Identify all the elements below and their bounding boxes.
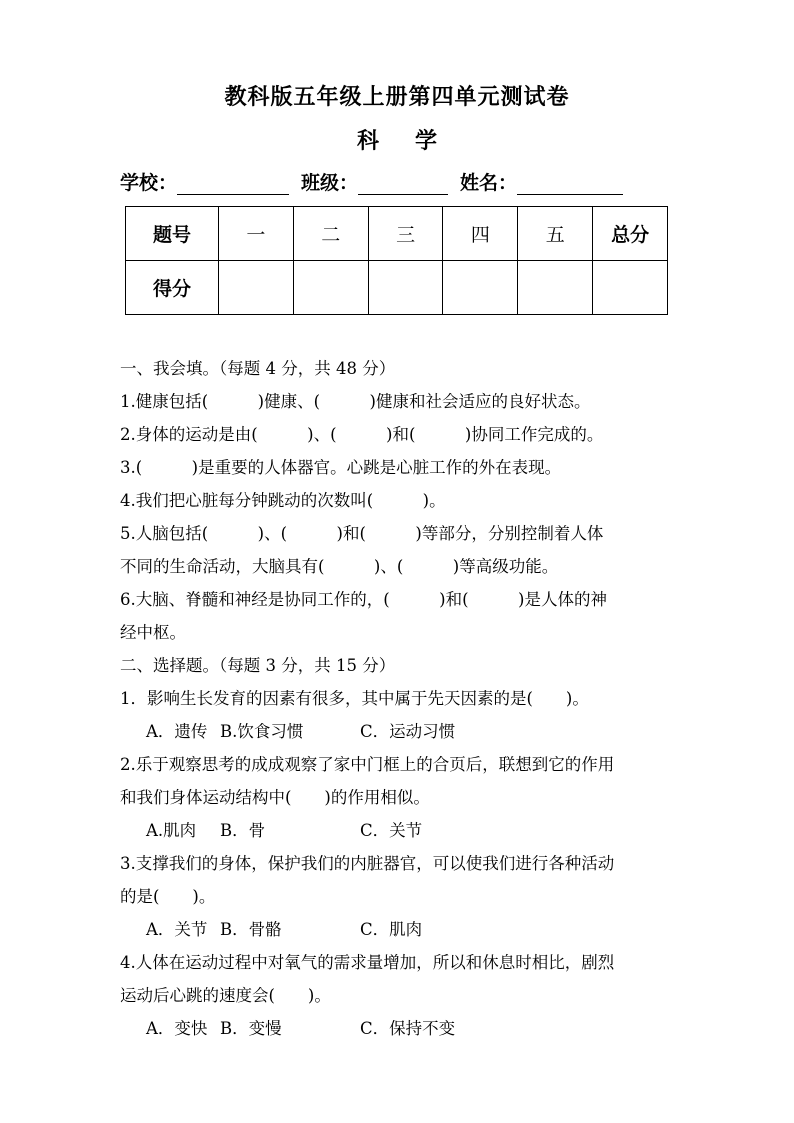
- score-header-cell: 三: [368, 207, 443, 261]
- option-c[interactable]: C．肌肉: [360, 920, 423, 939]
- score-table-score-row: [126, 261, 668, 315]
- score-row-label: 得分: [126, 261, 219, 315]
- fill-question-line: 5.人脑包括( )、( )和( )等部分，分别控制着人体: [120, 524, 604, 543]
- school-field[interactable]: [177, 176, 289, 195]
- option-b[interactable]: B．骨骼: [220, 920, 282, 939]
- choice-options: [120, 1012, 680, 1045]
- option-a[interactable]: A.肌肉: [146, 821, 197, 840]
- option-a[interactable]: A．遗传: [146, 722, 208, 741]
- option-a[interactable]: A．关节: [146, 920, 208, 939]
- score-header-cell: 五: [518, 207, 593, 261]
- choice-question-cont: 运动后心跳的速度会( )。: [120, 986, 331, 1005]
- option-c[interactable]: C．运动习惯: [360, 722, 456, 741]
- class-label: 班级：: [301, 172, 359, 194]
- option-b[interactable]: B．变慢: [220, 1019, 282, 1038]
- choice-options: [120, 814, 680, 847]
- choice-options: [120, 715, 680, 748]
- score-table-header-row: [126, 207, 668, 261]
- score-header-cell: 题号: [126, 207, 219, 261]
- score-header-cell: 四: [443, 207, 518, 261]
- section-heading: 一、我会填。（每题 4 分，共 48 分）: [120, 359, 396, 378]
- score-cell[interactable]: [219, 261, 294, 315]
- fill-question-line: 3.( )是重要的人体器官。心跳是心脏工作的外在表现。: [120, 458, 562, 477]
- score-header-cell: 一: [219, 207, 294, 261]
- subject-char-1: 科: [356, 128, 379, 154]
- choice-question: 1．影响生长发育的因素有很多，其中属于先天因素的是( )。: [120, 689, 589, 708]
- fill-question-line: 1.健康包括( )健康、( )健康和社会适应的良好状态。: [120, 392, 591, 411]
- subject-title: [0, 124, 794, 155]
- option-c[interactable]: C．关节: [360, 821, 423, 840]
- section-heading: 二、选择题。（每题 3 分，共 15 分）: [120, 656, 396, 675]
- score-table: [125, 206, 668, 315]
- score-header-cell: 二: [293, 207, 368, 261]
- score-cell[interactable]: [443, 261, 518, 315]
- student-info-row: [120, 168, 680, 195]
- option-a[interactable]: A．变快: [146, 1019, 208, 1038]
- option-c[interactable]: C．保持不变: [360, 1019, 456, 1038]
- option-b[interactable]: B.饮食习惯: [220, 722, 304, 741]
- choice-options: [120, 913, 680, 946]
- choice-question-cont: 的是( )。: [120, 887, 216, 906]
- score-cell[interactable]: [518, 261, 593, 315]
- exam-body: [120, 352, 680, 1045]
- choice-question: 4.人体在运动过程中对氧气的需求量增加，所以和休息时相比，剧烈: [120, 953, 615, 972]
- score-cell[interactable]: [368, 261, 443, 315]
- subject-char-2: 学: [415, 128, 438, 154]
- name-label: 姓名：: [460, 172, 518, 194]
- score-cell[interactable]: [593, 261, 668, 315]
- school-label: 学校：: [120, 172, 178, 194]
- option-b[interactable]: B．骨: [220, 821, 266, 840]
- choice-question: 3.支撑我们的身体，保护我们的内脏器官，可以使我们进行各种活动: [120, 854, 615, 873]
- choice-question-cont: 和我们身体运动结构中( )的作用相似。: [120, 788, 430, 807]
- fill-question-line: 不同的生命活动，大脑具有( )、( )等高级功能。: [120, 557, 559, 576]
- fill-question-line: 4.我们把心脏每分钟跳动的次数叫( )。: [120, 491, 446, 510]
- score-cell[interactable]: [293, 261, 368, 315]
- name-field[interactable]: [517, 176, 623, 195]
- fill-question-line: 2.身体的运动是由( )、( )和( )协同工作完成的。: [120, 425, 604, 444]
- fill-question-line: 6.大脑、脊髓和神经是协同工作的，( )和( )是人体的神: [120, 590, 607, 609]
- choice-question: 2.乐于观察思考的成成观察了家中门框上的合页后，联想到它的作用: [120, 755, 615, 774]
- exam-title: 教科版五年级上册第四单元测试卷: [224, 84, 570, 110]
- fill-question-line: 经中枢。: [120, 623, 186, 642]
- class-field[interactable]: [358, 176, 448, 195]
- score-header-cell: 总分: [593, 207, 668, 261]
